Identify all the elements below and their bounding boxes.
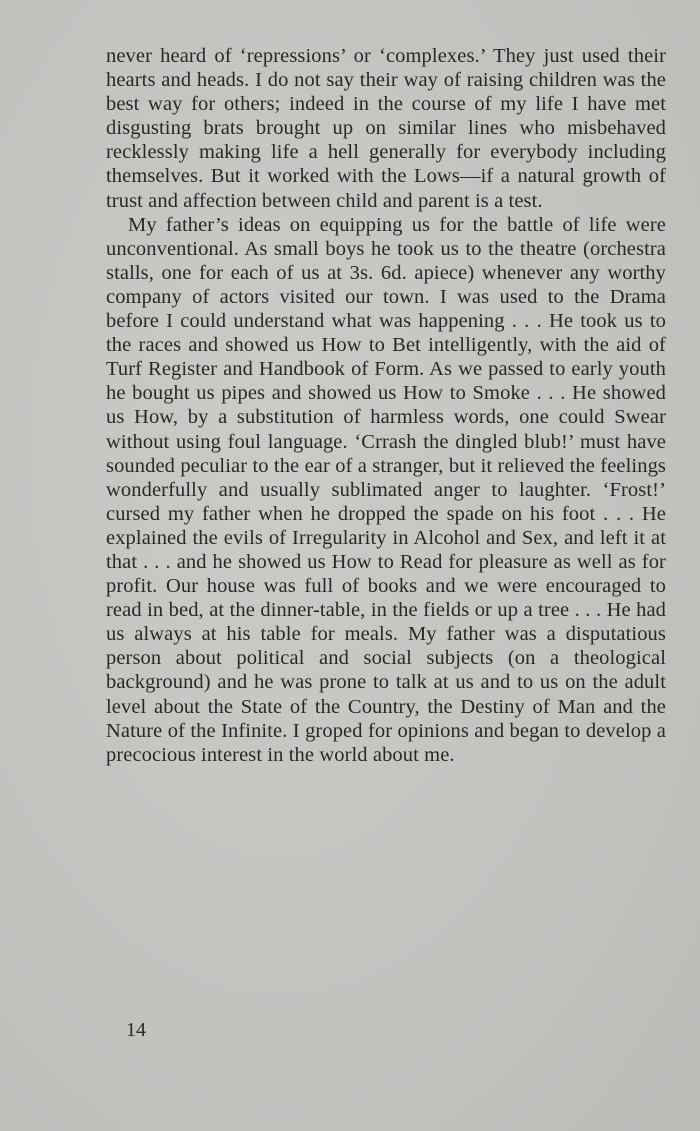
page-number: 14 bbox=[126, 1019, 146, 1041]
paragraph-father-ideas: My father’s ideas on equipping us for the battle of life were unconventional. As small boys he took us to the theatre (orchestra stalls, one for each of us at 3s. 6d. apiece) whenever any worthy company of actors visited our town. I was used to the Drama before I could understand what was happening . . . He took us to the races and showed us How to Bet intelligently, with the aid of Turf Register and Handbook of Form. As we passed to early youth he bought us pipes and showed us How to Smoke . . . He showed us How, by a substitution of harmless words, one could Swear without using foul language. ‘Crrash the dingled blub!’ must have sounded peculiar to the ear of a stranger, but it relieved the feelings wonderfully and usually sublimated anger to laughter. ‘Frost!’ cursed my father when he dropped the spade on his foot . . . He explained the evils of Irregularity in Alcohol and Sex, and left it at that . . . and he showed us How to Read for pleasure as well as for profit. Our house was full of books and we were encouraged to read in bed, at the dinner-table, in the fields or up a tree . . . He had us always at his table for meals. My father was a disputatious person about political and social subjects (on a theological background) and he was prone to talk at us and to us on the adult level about the State of the Country, the Destiny of Man and the Nature of the Infinite. I groped for opinions and began to develop a precocious interest in the world about me. bbox=[106, 213, 666, 766]
body-text bbox=[106, 44, 666, 767]
paragraph-continued: never heard of ‘repressions’ or ‘complexes.’ They just used their hearts and heads. I do not say their way of raising children was the best way for others; indeed in the course of my life I have met disgusting brats brought up on similar lines who misbehaved recklessly making life a hell generally for everybody including themselves. But it worked with the Lows—if a natural growth of trust and affection between child and parent is a test. bbox=[106, 45, 666, 212]
